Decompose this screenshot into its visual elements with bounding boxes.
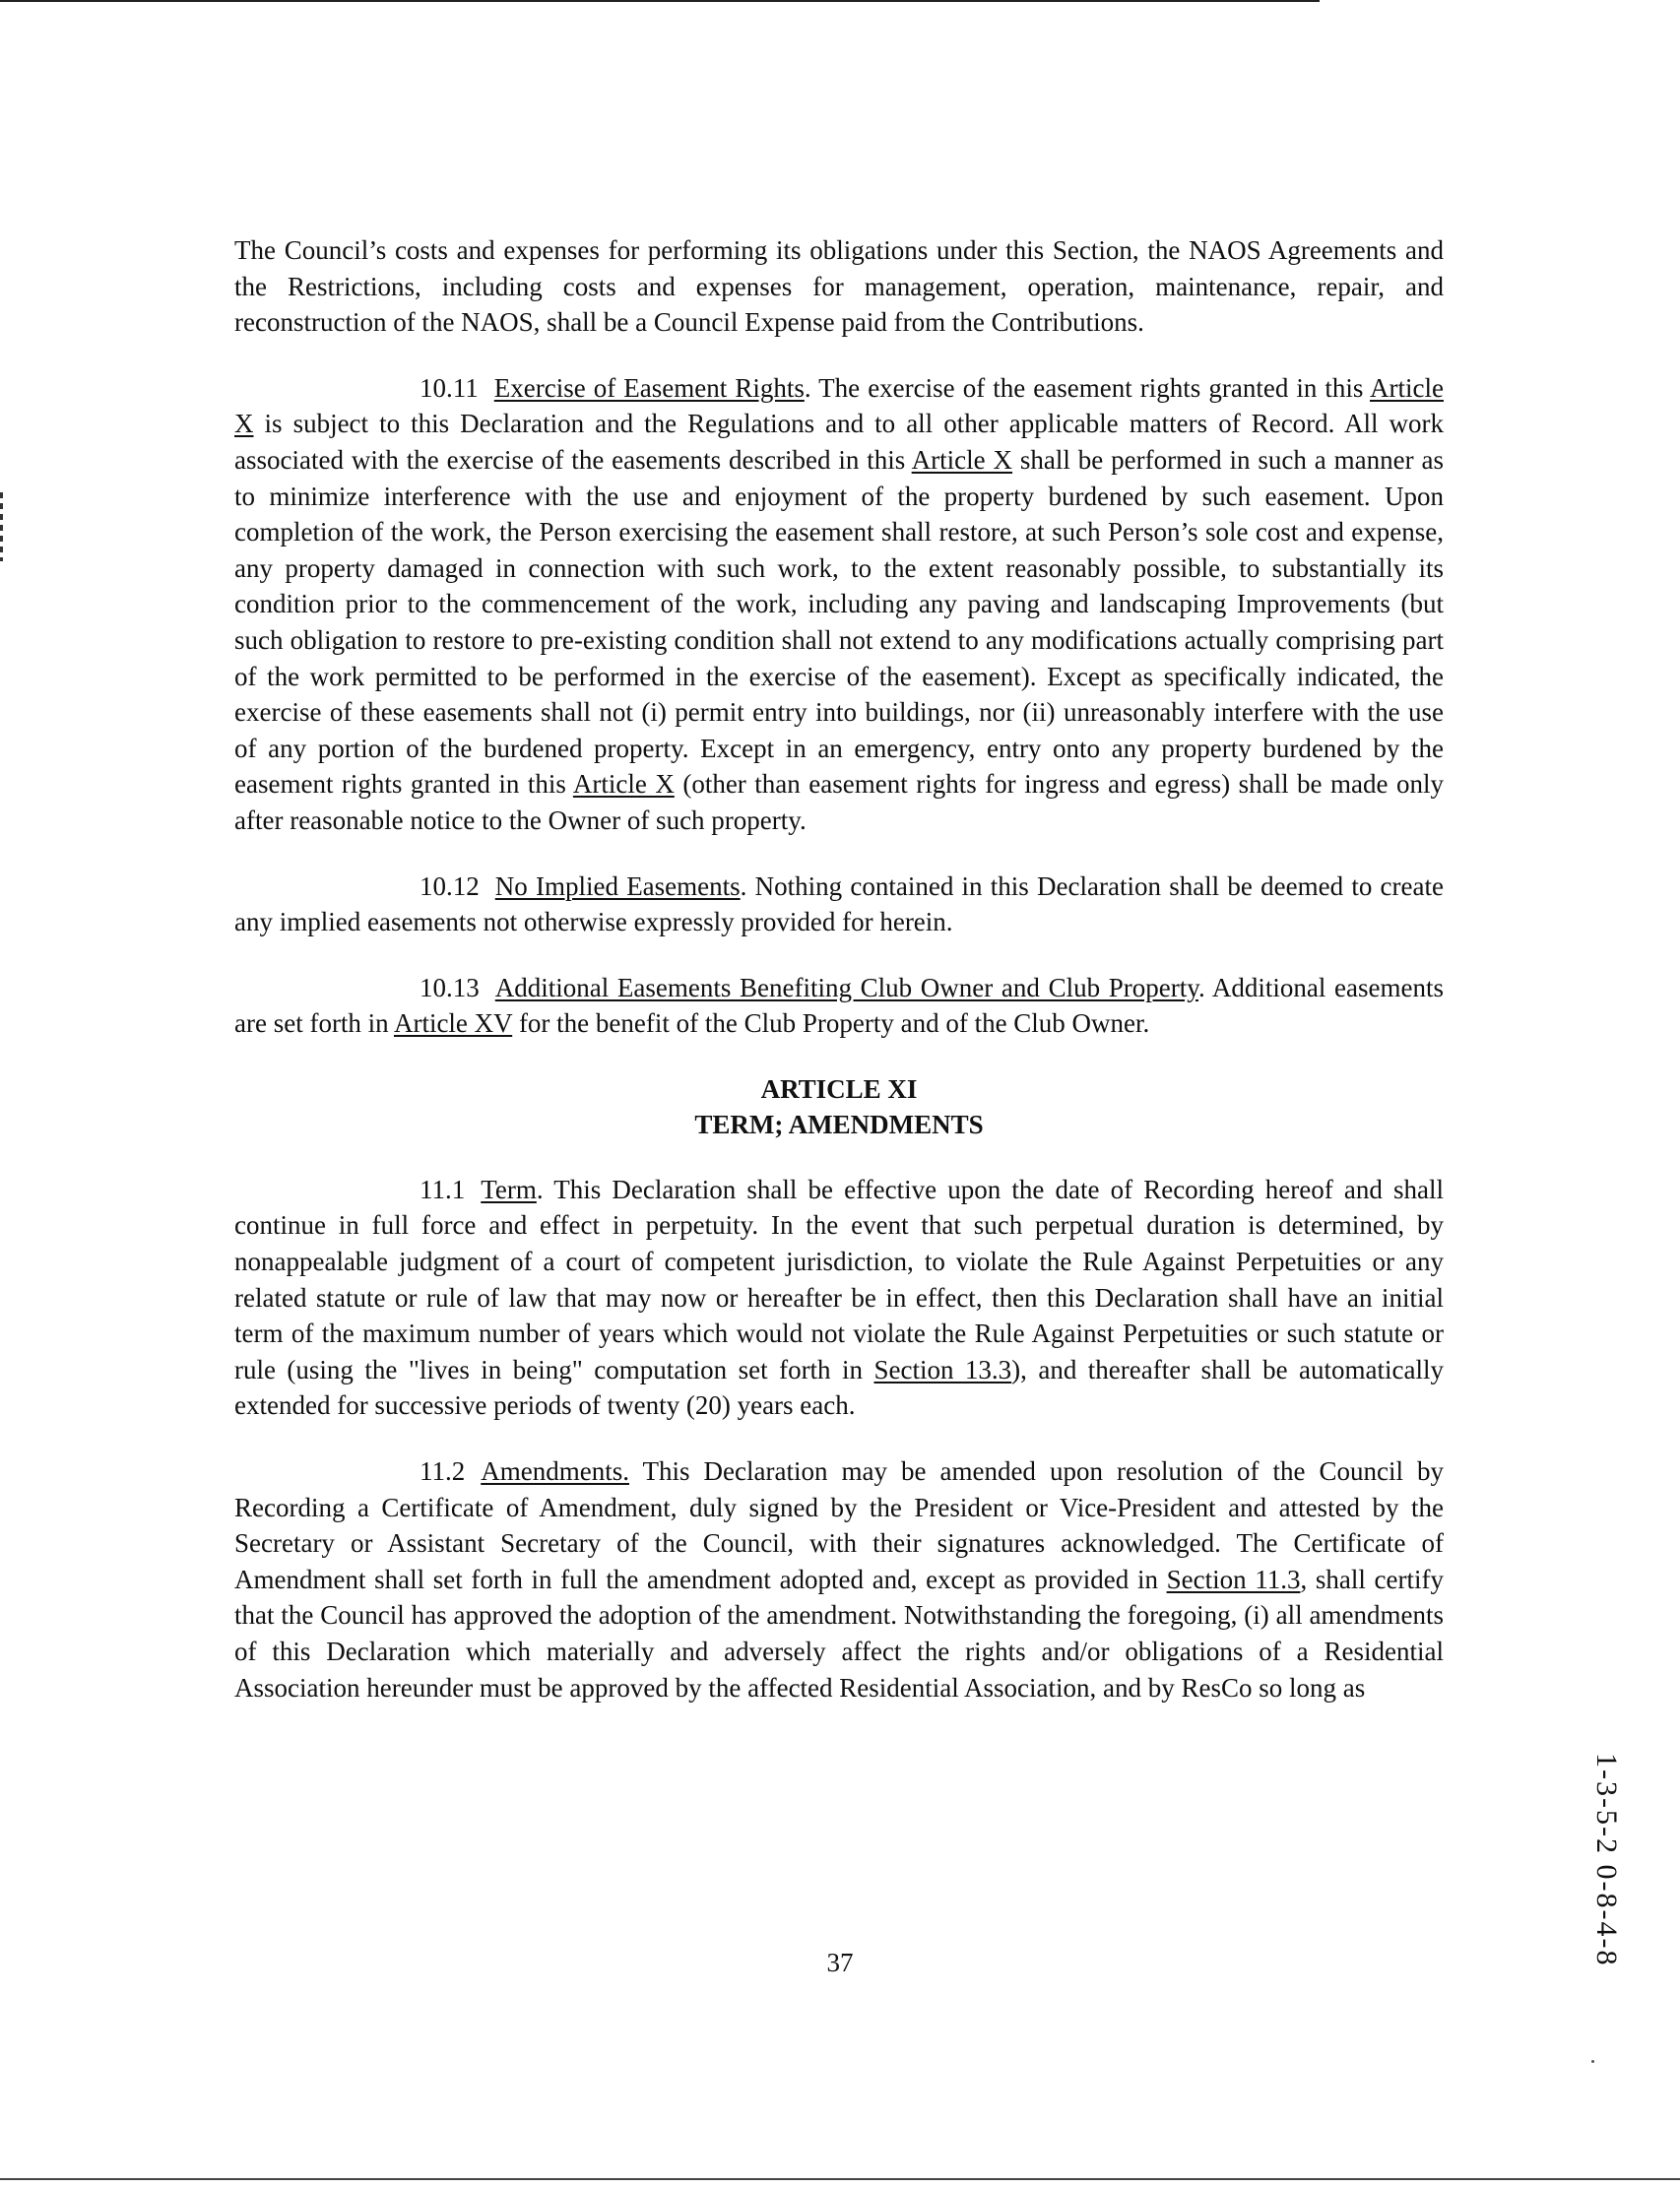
intro-paragraph: The Council’s costs and expenses for performing its obligations under this Section, the NAOS Agreements and the Restrictions, including costs and expenses for management, operation, maintenance, repair, and reconstruction of the NAOS, shall be a Council Expense paid from the Contributions. xyxy=(234,235,1444,338)
top-border xyxy=(0,0,1320,2)
cross-reference: Section 11.3 xyxy=(1166,1564,1301,1594)
recording-stamp-text: 1-3-5-2 0-8-4-8 xyxy=(1590,1753,1623,1967)
section-text: . The exercise of the easement rights granted in this xyxy=(804,372,1371,403)
scan-edge-mark xyxy=(0,492,3,561)
cross-reference: Article X xyxy=(234,372,1444,439)
section-text: ), and thereafter shall be automatically extended for successive periods of twenty (20) years each. xyxy=(234,1354,1444,1421)
section-text: . Additional easements are set forth in xyxy=(234,972,1444,1039)
section-text: . This Declaration shall be effective upon the date of Recording hereof and shall continue in full force and effect in perpetuity. In the event that such perpetual duration is determined, by nonappealable judgment of a court of competent jurisdiction, to violate the Rule Against Perpetuities or any related statute or rule of law that may now or hereafter be in effect, then this Declaration shall have an initial term of the maximum number of years which would not violate the Rule Against Perpetuities or such statute or rule (using the "lives in being" computation set forth in xyxy=(234,1174,1444,1384)
section-text: shall be performed in such a manner as to minimize interference with the use and enjoyment of the property burdened by such easement. Upon completion of the work, the Person exercising the easement shall restore, at such Person’s sole cost and expense, any property damaged in connection with such work, to the extent reasonably possible, to substantially its condition prior to the commencement of the work, including any paving and landscaping Improvements (but such obligation to restore to pre-existing condition shall not extend to any modifications actually comprising part of the work permitted to be performed in the exercise of the easement). Except as specifically indicated, the exercise of these easements shall not (i) permit entry into buildings, nor (ii) unreasonably interfere with the use of any portion of the burdened property. Except in an emergency, entry onto any property burdened by the easement rights granted in this xyxy=(234,444,1444,800)
article-number: ARTICLE XI xyxy=(760,1073,918,1104)
document-body xyxy=(234,232,1444,1735)
recording-stamp xyxy=(1589,1753,1623,1966)
article-heading xyxy=(234,1071,1444,1142)
section-text: . Nothing contained in this Declaration shall be deemed to create any implied easements not otherwise expressly provided for herein. xyxy=(234,870,1444,937)
section-title: No Implied Easements xyxy=(494,870,741,901)
section-10-12 xyxy=(234,869,1444,940)
section-title: Additional Easements Benefiting Club Owner and Club Property xyxy=(494,972,1198,1002)
cross-reference: Article X xyxy=(911,444,1013,475)
section-text: is subject to this Declaration and the Regulations and to all other applicable matters of Record. All work associated with the exercise of the easements described in this xyxy=(234,409,1444,475)
section-text: (other than easement rights for ingress and egress) shall be made only after reasonable notice to the Owner of such property. xyxy=(234,769,1444,835)
section-11-1 xyxy=(234,1172,1444,1424)
section-number: 11.2 xyxy=(420,1456,466,1487)
bottom-border xyxy=(0,2178,1680,2180)
cross-reference: Article X xyxy=(572,769,675,800)
section-title: Amendments. xyxy=(481,1456,629,1487)
section-text: for the benefit of the Club Property and of the Club Owner. xyxy=(512,1008,1150,1039)
cross-reference: Article XV xyxy=(393,1008,513,1039)
section-text: , shall certify that the Council has approved the adoption of the amendment. Notwithstanding the foregoing, (i) all amendments of this Declaration which materially and adversely affect the rights and/or obligations of a Residential Association hereunder must be approved by the affected Residential Association, and by ResCo so long as xyxy=(234,1564,1444,1703)
section-10-11 xyxy=(234,370,1444,839)
section-text: This Declaration may be amended upon resolution of the Council by Recording a Certificate of Amendment, duly signed by the President or Vice-President and attested by the Secretary or Assistant Secretary of the Council, with their signatures acknowledged. The Certificate of Amendment shall set forth in full the amendment adopted and, except as provided in xyxy=(234,1456,1444,1594)
section-10-13 xyxy=(234,970,1444,1042)
section-number: 10.13 xyxy=(420,972,480,1002)
section-11-2 xyxy=(234,1453,1444,1705)
page-number: 37 xyxy=(826,1948,854,1977)
section-number: 11.1 xyxy=(420,1174,466,1204)
cross-reference: Section 13.3 xyxy=(873,1354,1012,1384)
section-number: 10.11 xyxy=(420,372,479,403)
article-title: TERM; AMENDMENTS xyxy=(694,1109,984,1139)
section-title: Exercise of Easement Rights xyxy=(493,372,805,403)
scan-speck xyxy=(1591,2060,1594,2063)
section-number: 10.12 xyxy=(420,870,480,901)
section-title: Term xyxy=(481,1174,537,1204)
